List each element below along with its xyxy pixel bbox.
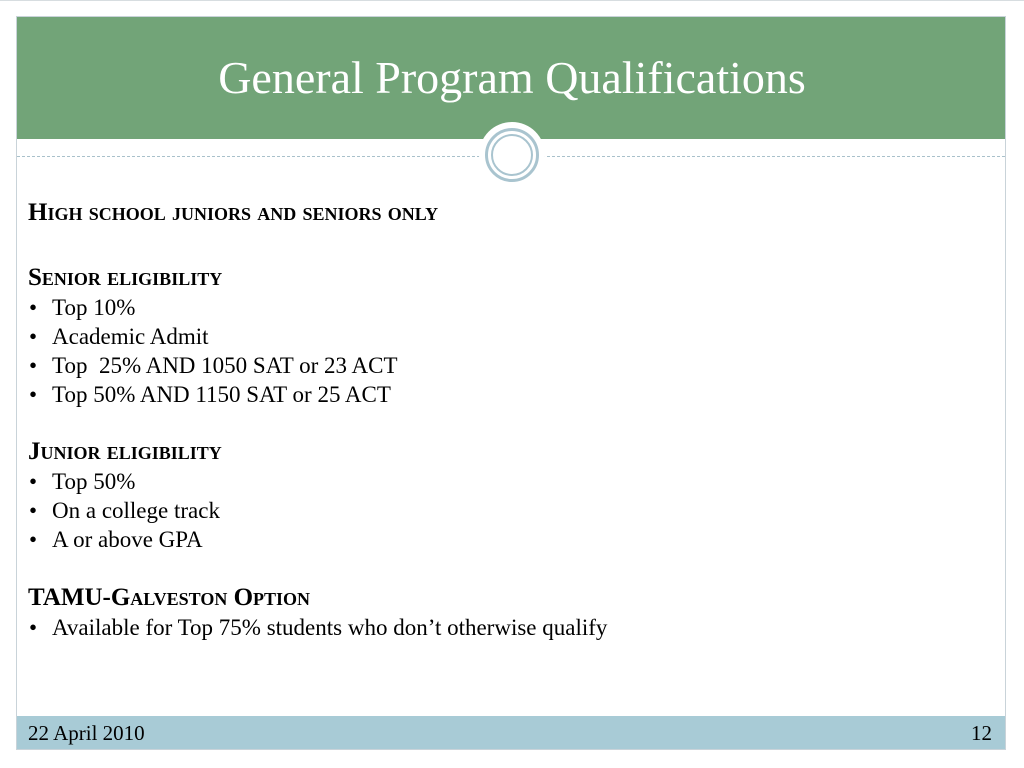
slide-number: 12	[971, 721, 992, 745]
section-heading-eligibility-scope: High school juniors and seniors only	[28, 199, 439, 226]
divider-ring-inner	[491, 134, 533, 176]
junior-criteria-list	[28, 467, 988, 554]
section-heading-junior: Junior eligibility	[28, 438, 222, 465]
list-item: • Top 50%	[28, 467, 988, 496]
slide-title: General Program Qualifications	[218, 52, 806, 103]
list-item: • A or above GPA	[28, 525, 988, 554]
list-item: • Academic Admit	[28, 322, 988, 351]
slide-body	[28, 198, 988, 642]
footer-date: 22 April 2010	[28, 721, 145, 745]
list-item: • Available for Top 75% students who don’t otherwise qualify	[28, 613, 988, 642]
galveston-criteria-list	[28, 613, 988, 642]
section-heading-senior: Senior eligibility	[28, 264, 223, 291]
footer-band	[17, 716, 1005, 749]
list-item: • On a college track	[28, 496, 988, 525]
list-item: • Top 25% AND 1050 SAT or 23 ACT	[28, 351, 988, 380]
list-item: • Top 50% AND 1150 SAT or 25 ACT	[28, 380, 988, 409]
section-heading-galveston: TAMU-Galveston Option	[28, 584, 311, 611]
senior-criteria-list	[28, 293, 988, 409]
top-rule	[0, 0, 1024, 1]
list-item: • Top 10%	[28, 293, 988, 322]
